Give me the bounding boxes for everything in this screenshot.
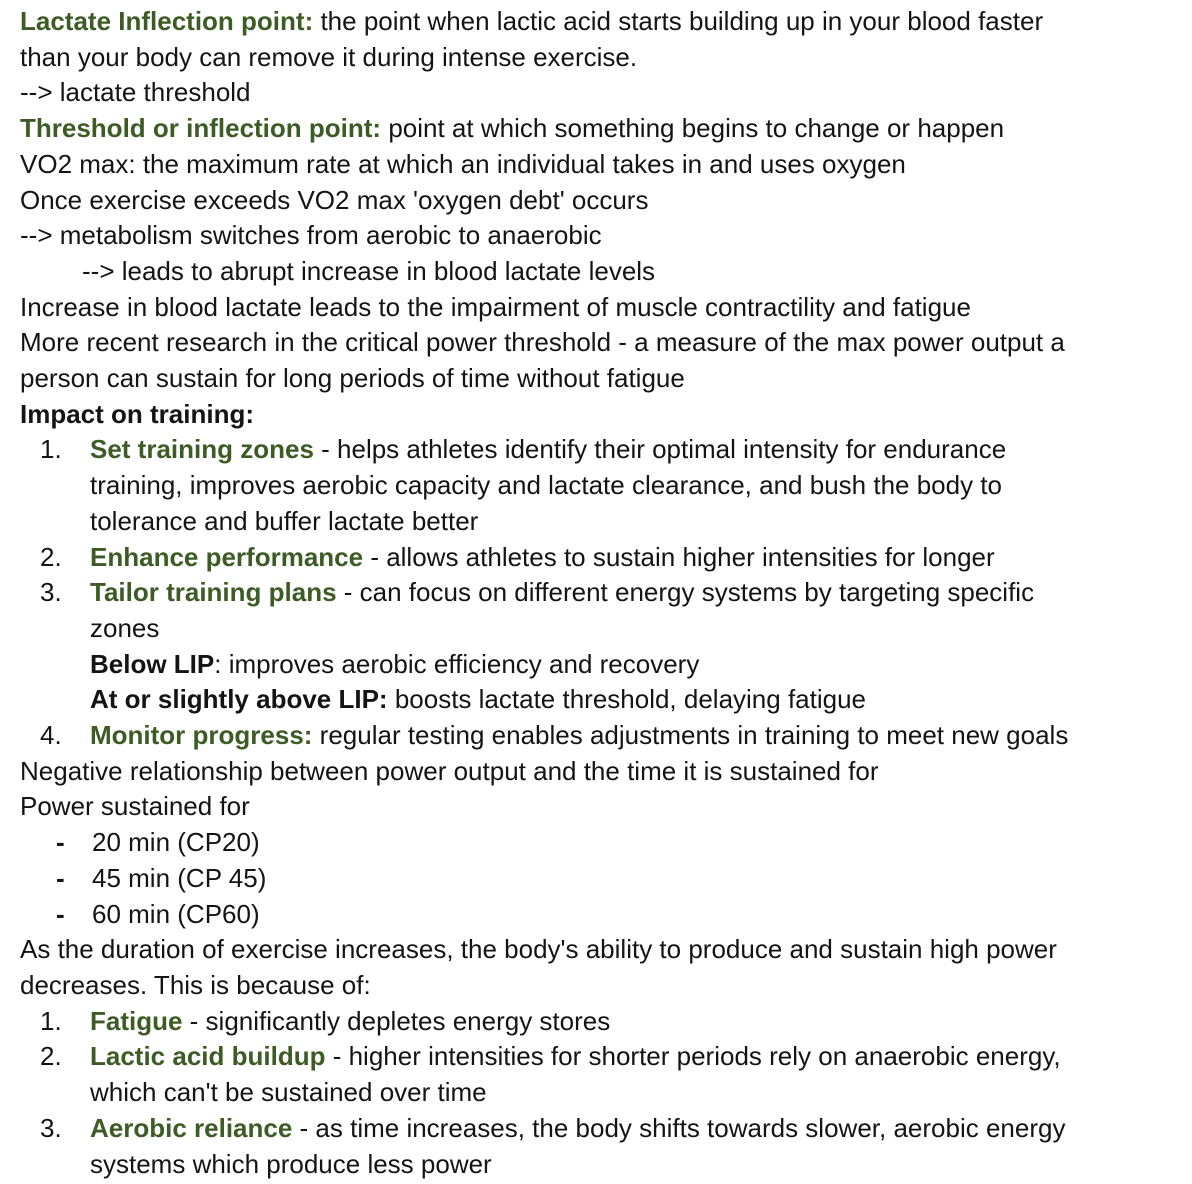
text-line: [0, 825, 1192, 861]
text-run: tolerance and buffer lactate better: [90, 505, 479, 536]
text-run: which can't be sustained over time: [90, 1077, 487, 1108]
text-run: VO2 max: the maximum rate at which an individual takes in and uses oxygen: [20, 148, 906, 179]
text-line: [0, 647, 1192, 683]
text-line: [0, 290, 1192, 326]
highlight-term: Fatigue: [90, 1005, 183, 1036]
text-run: - higher intensities for shorter periods rely on anaerobic energy,: [325, 1041, 1061, 1072]
text-line: [0, 361, 1192, 397]
text-run: - as time increases, the body shifts towards slower, aerobic energy: [292, 1112, 1066, 1143]
text-line: [0, 611, 1192, 647]
text-line: [0, 682, 1192, 718]
text-line: [0, 968, 1192, 1004]
text-line: [0, 468, 1192, 504]
text-line: [0, 540, 1192, 576]
list-marker: 4.: [40, 720, 62, 751]
text-run: Power sustained for: [20, 791, 250, 822]
text-line: [0, 325, 1192, 361]
text-line: [0, 718, 1192, 754]
text-run: regular testing enables adjustments in training to meet new goals: [312, 720, 1069, 751]
text-line: [0, 4, 1192, 40]
text-line: [0, 1075, 1192, 1111]
text-run: - helps athletes identify their optimal intensity for endurance: [313, 434, 1007, 465]
text-line: [0, 147, 1192, 183]
text-run: person can sustain for long periods of time without fatigue: [20, 363, 685, 394]
text-run: training, improves aerobic capacity and lactate clearance, and bush the body to: [90, 470, 1002, 501]
text-run: As the duration of exercise increases, the body's ability to produce and sustain high power: [20, 934, 1057, 965]
text-run: More recent research in the critical power threshold - a measure of the max power output a: [20, 327, 1065, 358]
text-line: [0, 754, 1192, 790]
list-marker: 3.: [40, 1112, 62, 1143]
text-line: [0, 861, 1192, 897]
list-marker: 1.: [40, 1005, 62, 1036]
text-run: systems which produce less power: [90, 1148, 492, 1179]
highlight-term: Set training zones: [90, 434, 314, 465]
text-line: [0, 897, 1192, 933]
text-run: --> lactate threshold: [20, 77, 251, 108]
text-run: - significantly depletes energy stores: [182, 1005, 611, 1036]
text-run: 20 min (CP20): [92, 827, 260, 858]
text-run: : improves aerobic efficiency and recovery: [214, 648, 700, 679]
text-run: decreases. This is because of:: [20, 969, 371, 1000]
text-line: [0, 40, 1192, 76]
text-line: [0, 1004, 1192, 1040]
text-line: [0, 111, 1192, 147]
text-run: Once exercise exceeds VO2 max 'oxygen debt' occurs: [20, 184, 649, 215]
list-marker: 2.: [40, 1041, 62, 1072]
text-line: [0, 1147, 1192, 1183]
text-run: --> metabolism switches from aerobic to anaerobic: [20, 220, 602, 251]
highlight-term: Enhance performance: [90, 541, 364, 572]
text-run: 45 min (CP 45): [92, 862, 267, 893]
text-line: [0, 932, 1192, 968]
text-run: Below LIP: [90, 648, 215, 679]
text-line: [0, 789, 1192, 825]
text-line: [0, 432, 1192, 468]
text-line: [0, 397, 1192, 433]
text-line: [0, 504, 1192, 540]
highlight-term: Lactate Inflection point:: [20, 6, 314, 36]
text-run: At or slightly above LIP:: [90, 684, 388, 715]
list-marker: 2.: [40, 541, 62, 572]
text-run: - allows athletes to sustain higher intensities for longer: [363, 541, 995, 572]
text-line: [0, 218, 1192, 254]
text-line: [0, 75, 1192, 111]
text-run: point at which something begins to change or happen: [381, 113, 1005, 144]
list-marker: 1.: [40, 434, 62, 465]
highlight-term: Aerobic reliance: [90, 1112, 293, 1143]
list-marker: -: [56, 898, 65, 929]
highlight-term: Tailor training plans: [90, 577, 337, 608]
text-run: Impact on training:: [20, 398, 254, 429]
text-run: Increase in blood lactate leads to the impairment of muscle contractility and fatigue: [20, 291, 971, 322]
highlight-term: Threshold or inflection point:: [20, 113, 382, 144]
text-line: [0, 1039, 1192, 1075]
text-run: than your body can remove it during intense exercise.: [20, 41, 638, 72]
text-line: [0, 575, 1192, 611]
list-marker: 3.: [40, 577, 62, 608]
text-line: [0, 1111, 1192, 1147]
highlight-term: Monitor progress:: [90, 720, 313, 751]
list-marker: -: [56, 827, 65, 858]
text-run: boosts lactate threshold, delaying fatigue: [387, 684, 867, 715]
text-run: 60 min (CP60): [92, 898, 260, 929]
highlight-term: Lactic acid buildup: [90, 1041, 326, 1072]
text-run: --> leads to abrupt increase in blood lactate levels: [82, 255, 656, 286]
text-line: [0, 183, 1192, 219]
text-line: [0, 254, 1192, 290]
text-run: - can focus on different energy systems by targeting specific: [336, 577, 1035, 608]
text-run: Negative relationship between power output and the time it is sustained for: [20, 755, 879, 786]
text-run: the point when lactic acid starts building up in your blood faster: [313, 6, 1044, 36]
text-run: zones: [90, 612, 160, 643]
list-marker: -: [56, 862, 65, 893]
